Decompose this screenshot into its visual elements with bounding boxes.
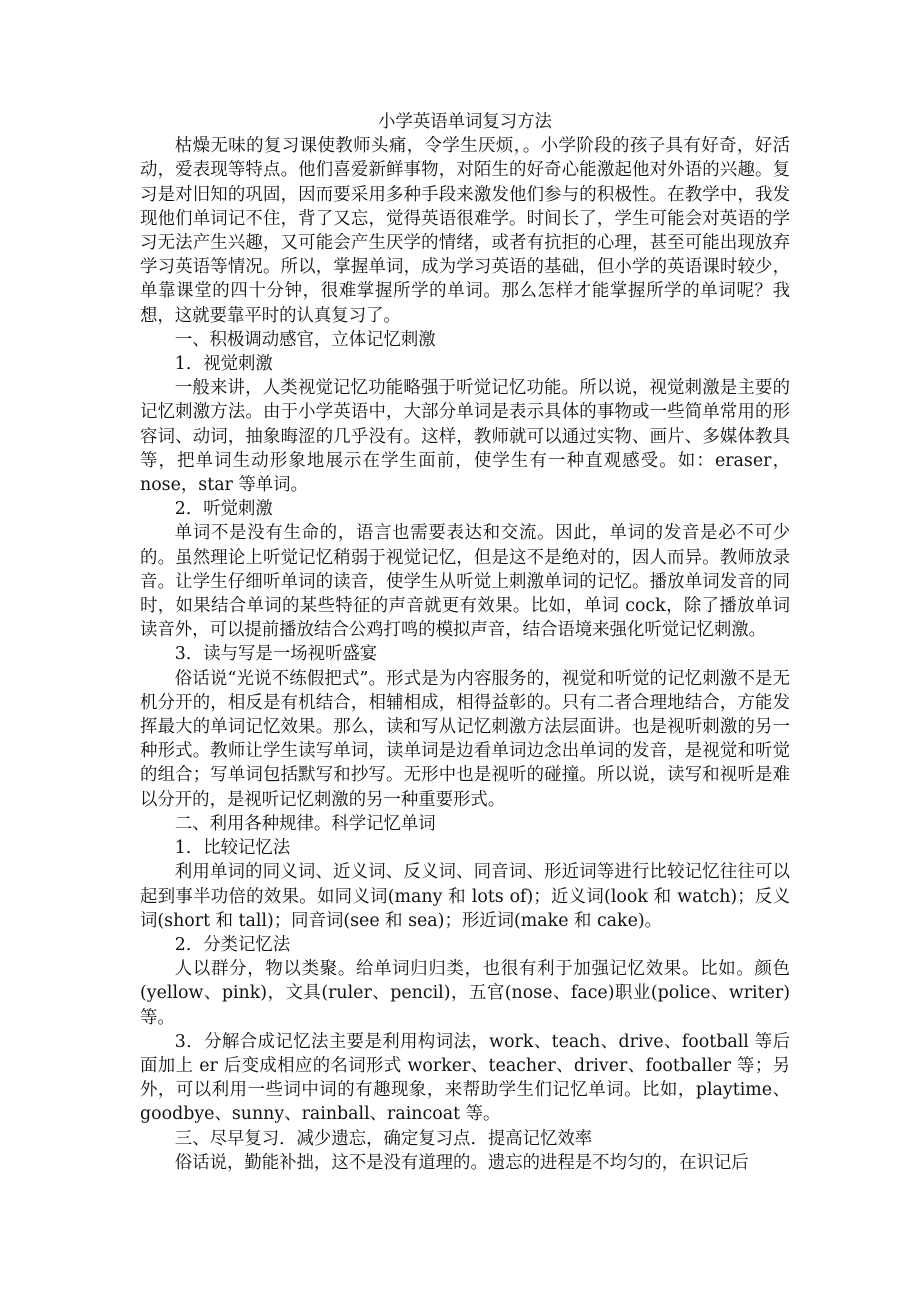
section-heading-3: 三、尽早复习．减少遗忘，确定复习点．提高记忆效率 bbox=[174, 1128, 593, 1149]
paragraph-read-write: 俗话说“光说不练假把式”。形式是为内容服务的，视觉和听觉的记忆刺激不是无机分开的，相反是有机结合，相辅相成，相得益彰的。只有二者合理地结合，方能发挥最大的单词记忆效果。那么，读和写从记忆刺激方法层面讲。也是视听刺激的另一种形式。教师让学生读写单词，读单词是边看单词边念出单词的发音，是视觉和听觉的组合；写单词包括默写和抄写。无形中也是视听的碰撞。所以说，读写和视听是难以分开的，是视听记忆刺激的另一种重要形式。 bbox=[140, 668, 790, 810]
intro-paragraph: 枯燥无味的复习课使教师头痛，令学生厌烦，。小学阶段的孩子具有好奇，好活动，爱表现等特点。他们喜爱新鲜事物，对陌生的好奇心能激起他对外语的兴趣。复习是对旧知的巩固，因而要采用多种手段来激发他们参与的积极性。在教学中，我发现他们单词记不住，背了又忘，觉得英语很难学。时间长了，学生可能会对英语的学习无法产生兴趣，又可能会产生厌学的情绪，或者有抗拒的心理，甚至可能出现放弃学习英语等情况。所以，掌握单词，成为学习英语的基础，但小学的英语课时较少，单靠课堂的四十分钟，很难掌握所学的单词。那么怎样才能掌握所学的单词呢？我想，这就要靠平时的认真复习了。 bbox=[140, 136, 790, 326]
paragraph-visual: 一般来讲，人类视觉记忆功能略强于听觉记忆功能。所以说，视觉刺激是主要的记忆刺激方法。由于小学英语中，大部分单词是表示具体的事物或一些简单常用的形容词、动词，抽象晦涩的几乎没有。这样，教师就可以通过实物、画片、多媒体教具等，把单词生动形象地展示在学生面前，使学生有一种直观感受。如：eraser， nose，star 等单词。 bbox=[140, 378, 790, 496]
document-title: 小学英语单词复习方法 bbox=[378, 112, 552, 132]
subheading-read-write: 3．读与写是一场视听盛宴 bbox=[174, 644, 378, 665]
section-heading-2: 二、利用各种规律。科学记忆单词 bbox=[174, 813, 436, 834]
subheading-compare: 1．比较记忆法 bbox=[174, 838, 291, 859]
paragraph-classify: 人以群分，物以类聚。给单词归归类，也很有利于加强记忆效果。比如。颜色(yellow、pink)，文具(ruler、pencil)，五官(nose、face)职业(police、writer)等。 bbox=[140, 959, 790, 1028]
subheading-visual: 1．视觉刺激 bbox=[174, 354, 273, 375]
paragraph-word-formation: 3．分解合成记忆法主要是利用构词法，work、teach、drive、football 等后面加上 er 后变成相应的名词形式 worker、teacher、driver、footballer 等；另外，可以利用一些词中词的有趣现象，来帮助学生们记忆单词。比如，playtime、goodbye、sunny、rainball、raincoat 等。 bbox=[140, 1031, 790, 1125]
subheading-classify: 2．分类记忆法 bbox=[174, 934, 291, 955]
paragraph-compare: 利用单词的同义词、近义词、反义词、同音词、形近词等进行比较记忆往往可以起到事半功倍的效果。如同义词(many 和 lots of)；近义词(look 和 watch)；反义词(short 和 tall)；同音词(see 和 sea)；形近词(make 和 cake)。 bbox=[140, 862, 790, 931]
paragraph-review: 俗话说，勤能补拙，这不是没有道理的。遗忘的进程是不均匀的，在识记后 bbox=[174, 1152, 749, 1173]
document-page bbox=[140, 110, 790, 1175]
subheading-auditory: 2．听觉刺激 bbox=[174, 499, 273, 520]
section-heading-1: 一、积极调动感官，立体记忆刺激 bbox=[174, 329, 436, 350]
paragraph-auditory: 单词不是没有生命的，语言也需要表达和交流。因此，单词的发音是必不可少的。虽然理论上听觉记忆稍弱于视觉记忆，但是这不是绝对的，因人而异。教师放录音。让学生仔细听单词的读音，使学生从听觉上刺激单词的记忆。播放单词发音的同时，如果结合单词的某些特征的声音就更有效果。比如，单词 cock，除了播放单词读音外，可以提前播放结合公鸡打鸣的模拟声音，结合语境来强化听觉记忆刺激。 bbox=[140, 523, 790, 641]
